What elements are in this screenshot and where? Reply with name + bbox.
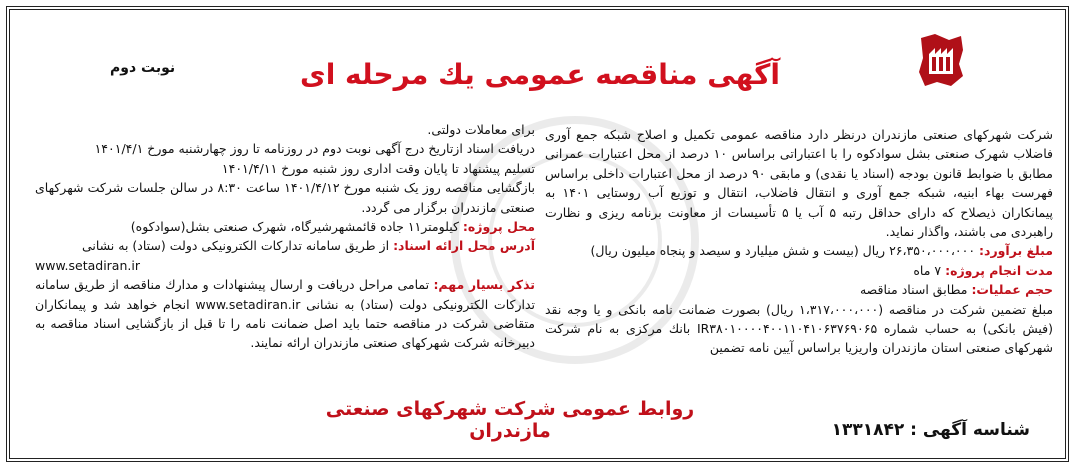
page-title: آگهی مناقصه عمومی یك مرحله ای: [300, 58, 780, 91]
public-relations-signature: روابط عمومی شرکت شهرکهای صنعتی مازندران: [325, 398, 695, 442]
volume-label: حجم عملیات:: [971, 282, 1053, 298]
duration-value: ۷ ماه: [913, 262, 942, 278]
guarantee-text: مبلغ تضمین شرکت در مناقصه (۱،۳۱۷،۰۰۰،۰۰۰ ریال) بصورت ضمانت نامه بانکی و یا وجه نقد (فیش بانکی) به حساب شماره IR۳۸۰۱۰۰۰۰۴۰۰۱۱۰۴۱۰۶۳۷۶۹۰۶۵ بانك مرکزی به نام شرکت شهرکهای صنعتی استان مازندران واریزیا براساس آیین نامه تضمین: [545, 301, 1054, 356]
address-label: آدرس محل ارائه اسناد:: [393, 238, 535, 254]
right-column: [545, 125, 1053, 358]
location-label: محل پروژه:: [462, 219, 535, 235]
notice-label: تذکر بسیار مهم:: [433, 277, 535, 293]
company-logo-icon: [915, 30, 967, 90]
line-1: برای معاملات دولتی.: [427, 122, 535, 137]
volume-value: مطابق اسناد مناقصه: [859, 282, 968, 298]
address-row: [35, 236, 535, 255]
line-4: بازگشایی مناقصه روز یک شنبه مورخ ۱۴۰۱/۴/۱۲ ساعت ۸:۳۰ در سالن جلسات شرکت شهرکهای صنعتی مازندران برگزار می گردد.: [35, 180, 535, 215]
notice-row: [35, 275, 535, 353]
ad-id-value: ۱۳۳۱۸۴۲: [831, 420, 905, 440]
estimate-row: [545, 241, 1053, 260]
duration-row: [545, 261, 1053, 280]
location-value: کیلومتر۱۱ جاده قائمشهرشیرگاه، شهرک صنعتی بشل(سوادکوه): [130, 219, 459, 235]
location-row: [35, 217, 535, 236]
duration-label: مدت انجام پروژه:: [945, 262, 1053, 278]
line-3: تسلیم پیشنهاد تا پایان وقت اداری روز شنبه مورخ ۱۴۰۱/۴/۱۱: [221, 160, 535, 176]
turn-label: نوبت دوم: [110, 60, 176, 76]
volume-row: [545, 280, 1053, 299]
estimate-value: ۲۶،۳۵۰،۰۰۰،۰۰۰ ریال (بیست و شش میلیارد و سیصد و پنجاه میلیون ریال): [590, 243, 976, 259]
address-value: از طریق سامانه تدارکات الکترونیکی دولت (ستاد) به نشانی: [81, 238, 390, 254]
ad-id-label: شناسه آگهی :: [910, 420, 1030, 440]
notice-value: تمامی مراحل دریافت و ارسال پیشنهادات و مدارك مناقصه از طریق سامانه تدارکات الکترونیکی دولت (ستاد) به نشانی www.setadiran.ir انجام خواهد شد و پیمانکاران متقاضی شرکت در مناقصه حتما باید اصل ضمانت نامه را تا قبل از بازگشایی اسناد مناقصه به دبیرخانه شرکت شهرکهای صنعتی مازندران ارائه نمایند.: [35, 277, 536, 351]
ad-id: [790, 420, 1030, 440]
line-2: دریافت اسناد ازتاریخ درج آگهی نوبت دوم در روزنامه تا روز چهارشنبه مورخ ۱۴۰۱/۴/۱: [94, 141, 535, 157]
estimate-label: مبلغ برآورد:: [979, 243, 1053, 259]
intro-text: شرکت شهرکهای صنعتی مازندران درنظر دارد مناقصه عمومی تکمیل و اصلاح شبکه جمع آوری فاضلاب شهرک صنعتی بشل سوادکوه را با اعتباراتی براساس ۱۰ درصد از محل اعتبارات عمرانی مطابق با ضوابط قانون بودجه (اسناد یا نقدی) و مابقی ۹۰ درصد از محل اعتبارات داخلی براساس فهرست بهاء ابنیه، شبکه جمع آوری و انتقال فاضلاب، انتقال و توزیع آب روستایی ۱۴۰۱ به پیمانکاران ذیصلاح که دارای حداقل رتبه ۵ آب یا ۵ تأسیسات از معاونت برنامه ریزی و نظارت راهبردی می باشند، واگذار نماید.: [545, 127, 1054, 240]
website-link[interactable]: www.setadiran.ir: [35, 257, 140, 273]
left-column: [35, 120, 535, 353]
